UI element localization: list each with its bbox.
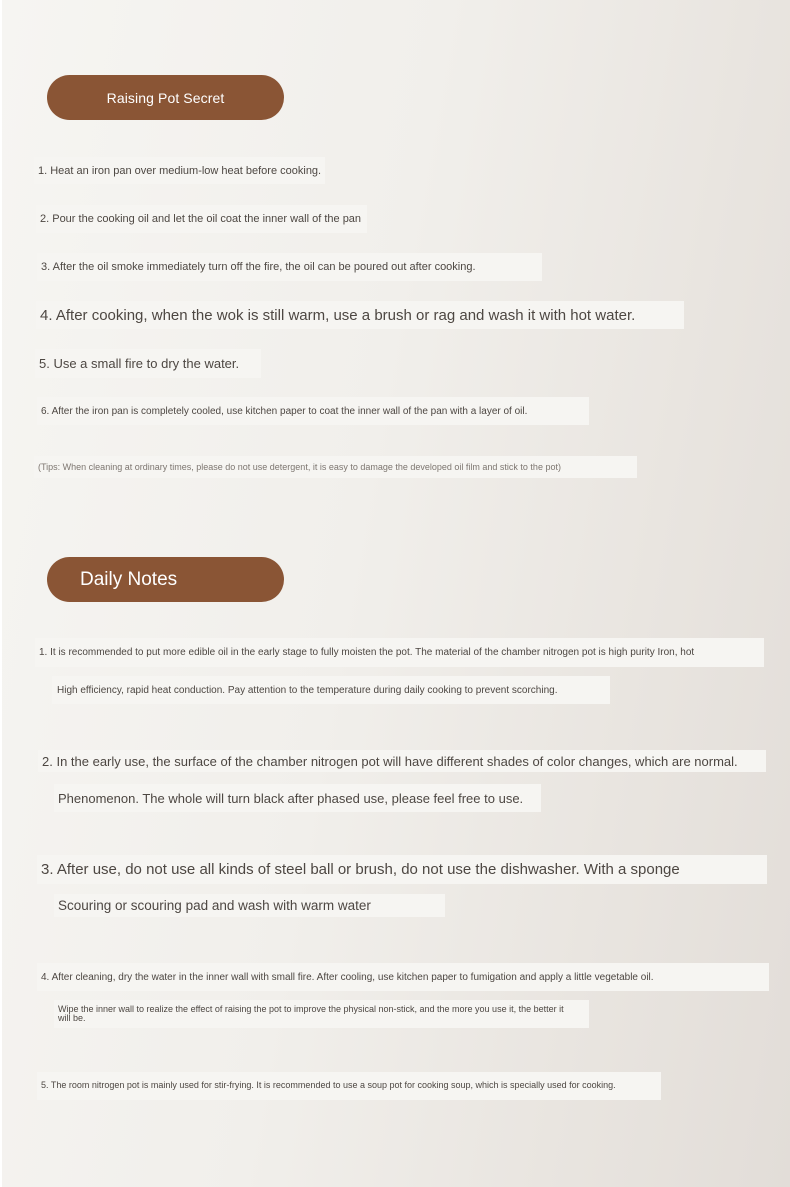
section-title-raising-pot-secret: Raising Pot Secret	[47, 75, 284, 120]
step-2: 2. Pour the cooking oil and let the oil coat the inner wall of the pan	[36, 205, 367, 233]
step-3: 3. After the oil smoke immediately turn off the fire, the oil can be poured out after cooking.	[37, 253, 542, 281]
note-1-line-2: High efficiency, rapid heat conduction. Pay attention to the temperature during daily cooking to prevent scorching.	[52, 676, 610, 704]
step-5: 5. Use a small fire to dry the water.	[35, 349, 261, 378]
note-2-line-2: Phenomenon. The whole will turn black after phased use, please feel free to use.	[54, 784, 541, 812]
note-4-line-2: Wipe the inner wall to realize the effect of raising the pot to improve the physical non-stick, and the more you use it, the better it will be.	[54, 1000, 589, 1028]
section-title-daily-notes: Daily Notes	[47, 557, 284, 602]
note-5: 5. The room nitrogen pot is mainly used for stir-frying. It is recommended to use a soup pot for cooking soup, which is specially used for cooking.	[37, 1072, 661, 1100]
note-2-line-1: 2. In the early use, the surface of the chamber nitrogen pot will have different shades of color changes, which are normal.	[38, 750, 766, 772]
note-3-line-1: 3. After use, do not use all kinds of steel ball or brush, do not use the dishwasher. With a sponge	[37, 855, 767, 884]
note-4-line-1: 4. After cleaning, dry the water in the inner wall with small fire. After cooling, use kitchen paper to fumigation and apply a little vegetable oil.	[37, 963, 769, 991]
note-1-line-1: 1. It is recommended to put more edible oil in the early stage to fully moisten the pot. The material of the chamber nitrogen pot is high purity Iron, hot	[35, 638, 764, 667]
instruction-page	[2, 0, 790, 1187]
step-1: 1. Heat an iron pan over medium-low heat before cooking.	[34, 157, 325, 184]
tip-text: (Tips: When cleaning at ordinary times, please do not use detergent, it is easy to damage the developed oil film and stick to the pot)	[34, 456, 637, 478]
step-6: 6. After the iron pan is completely cooled, use kitchen paper to coat the inner wall of the pan with a layer of oil.	[37, 397, 589, 425]
step-4: 4. After cooking, when the wok is still warm, use a brush or rag and wash it with hot water.	[36, 301, 684, 329]
note-3-line-2: Scouring or scouring pad and wash with warm water	[54, 894, 445, 917]
